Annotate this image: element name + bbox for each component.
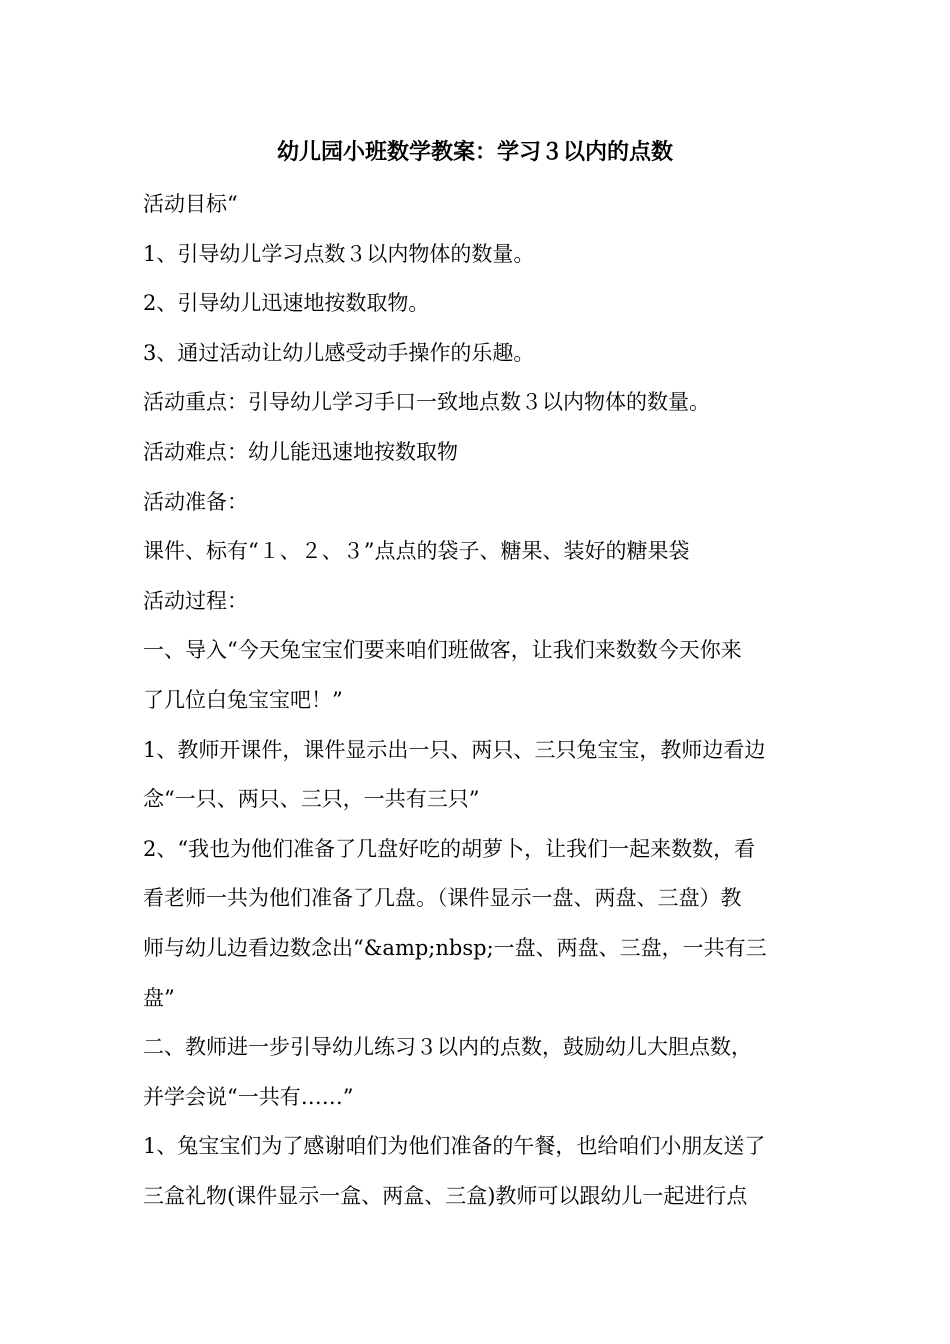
text-line: 活动过程：	[143, 588, 248, 613]
text-line: 念“一只、两只、三只，一共有三只”	[143, 787, 480, 812]
text-line: 1、兔宝宝们为了感谢咱们为他们准备的午餐，也给咱们小朋友送了	[143, 1134, 766, 1159]
text-line: 二、教师进一步引导幼儿练习３以内的点数，鼓励幼儿大胆点数，	[143, 1035, 752, 1060]
text-line: 1、引导幼儿学习点数３以内物体的数量。	[143, 241, 535, 266]
text-line: 师与幼儿边看边数念出“&amp;nbsp;一盘、两盘、三盘，一共有三	[143, 935, 767, 960]
text-line: 并学会说“一共有……”	[143, 1084, 354, 1109]
page-title: 幼儿园小班数学教案：学习３以内的点数	[276, 139, 673, 165]
text-line: 了几位白兔宝宝吧！”	[143, 687, 343, 712]
text-line: 活动难点：幼儿能迅速地按数取物	[143, 439, 458, 464]
text-line: 活动目标“	[143, 192, 238, 216]
text-line: 3、通过活动让幼儿感受动手操作的乐趣。	[143, 340, 535, 365]
text-line: 课件、标有“１、２、３”点点的袋子、糖果、装好的糖果袋	[143, 539, 690, 564]
text-line: 盘”	[143, 985, 175, 1010]
text-line: 2、引导幼儿迅速地按数取物。	[143, 291, 430, 316]
text-line: 1、教师开课件，课件显示出一只、两只、三只兔宝宝，教师边看边	[143, 737, 766, 762]
text-line: 一、导入“今天兔宝宝们要来咱们班做客，让我们来数数今天你来	[143, 638, 742, 663]
text-line: 活动准备：	[143, 489, 248, 514]
text-line: 看老师一共为他们准备了几盘。（课件显示一盘、两盘、三盘）教	[143, 886, 742, 911]
text-line: 活动重点：引导幼儿学习手口一致地点数３以内物体的数量。	[143, 390, 710, 415]
text-line: 三盒礼物(课件显示一盒、两盒、三盒)教师可以跟幼儿一起进行点	[143, 1183, 748, 1208]
document-body	[143, 180, 807, 1221]
text-line: 2、“我也为他们准备了几盘好吃的胡萝卜，让我们一起来数数，看	[143, 836, 756, 861]
